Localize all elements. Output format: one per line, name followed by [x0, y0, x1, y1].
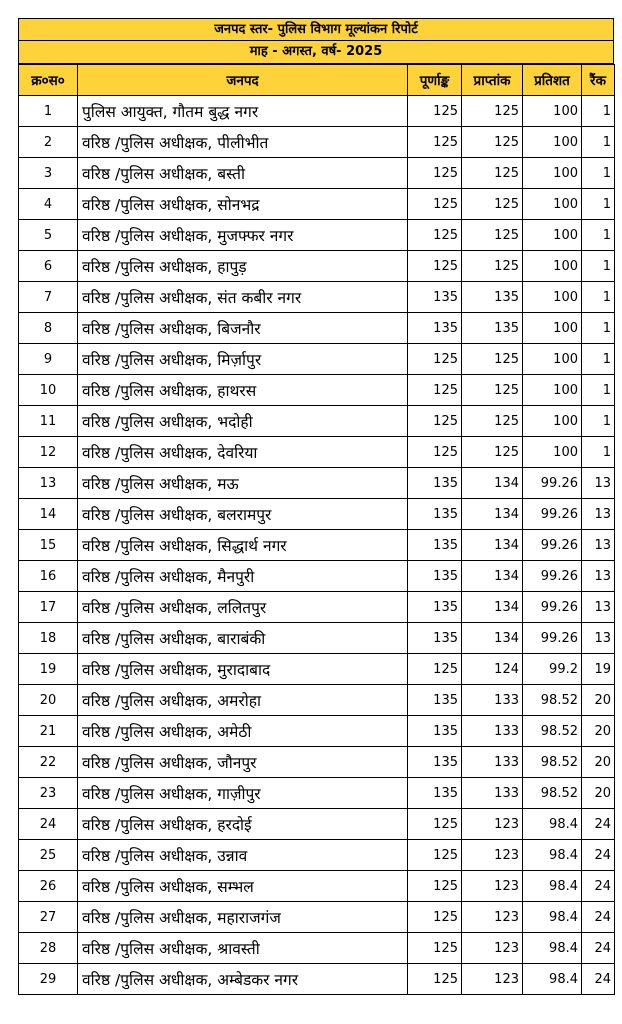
cell-max-marks: 135 [408, 468, 462, 499]
cell-percentage: 98.52 [523, 747, 582, 778]
cell-max-marks: 135 [408, 685, 462, 716]
cell-serial: 19 [19, 654, 78, 685]
cell-rank: 1 [582, 127, 615, 158]
cell-rank: 1 [582, 158, 615, 189]
cell-max-marks: 125 [408, 809, 462, 840]
cell-max-marks: 135 [408, 313, 462, 344]
cell-percentage: 99.26 [523, 499, 582, 530]
cell-max-marks: 125 [408, 158, 462, 189]
cell-rank: 1 [582, 375, 615, 406]
table-row [19, 685, 615, 716]
cell-rank: 19 [582, 654, 615, 685]
table-row [19, 437, 615, 468]
table-row [19, 840, 615, 871]
cell-rank: 13 [582, 499, 615, 530]
cell-rank: 20 [582, 778, 615, 809]
table-row [19, 220, 615, 251]
cell-district: वरिष्ठ /पुलिस अधीक्षक, अमरोहा [78, 685, 408, 716]
cell-rank: 13 [582, 592, 615, 623]
cell-district: वरिष्ठ /पुलिस अधीक्षक, अमेठी [78, 716, 408, 747]
cell-obtained-marks: 124 [462, 654, 523, 685]
cell-district: वरिष्ठ /पुलिस अधीक्षक, सोनभद्र [78, 189, 408, 220]
cell-percentage: 100 [523, 375, 582, 406]
cell-percentage: 100 [523, 282, 582, 313]
cell-obtained-marks: 134 [462, 499, 523, 530]
cell-district: वरिष्ठ /पुलिस अधीक्षक, देवरिया [78, 437, 408, 468]
cell-max-marks: 125 [408, 437, 462, 468]
table-row [19, 158, 615, 189]
cell-percentage: 98.4 [523, 871, 582, 902]
cell-district: वरिष्ठ /पुलिस अधीक्षक, ललितपुर [78, 592, 408, 623]
cell-district: वरिष्ठ /पुलिस अधीक्षक, गाज़ीपुर [78, 778, 408, 809]
cell-percentage: 98.4 [523, 964, 582, 995]
cell-district: वरिष्ठ /पुलिस अधीक्षक, भदोही [78, 406, 408, 437]
report-subtitle: माह - अगस्त, वर्ष- 2025 [18, 41, 614, 64]
cell-max-marks: 135 [408, 716, 462, 747]
cell-obtained-marks: 134 [462, 623, 523, 654]
cell-obtained-marks: 135 [462, 282, 523, 313]
cell-percentage: 100 [523, 158, 582, 189]
cell-max-marks: 125 [408, 375, 462, 406]
cell-serial: 9 [19, 344, 78, 375]
cell-district: वरिष्ठ /पुलिस अधीक्षक, बिजनौर [78, 313, 408, 344]
table-row [19, 406, 615, 437]
cell-rank: 13 [582, 623, 615, 654]
cell-serial: 8 [19, 313, 78, 344]
table-row [19, 964, 615, 995]
cell-rank: 24 [582, 840, 615, 871]
cell-serial: 17 [19, 592, 78, 623]
table-row [19, 561, 615, 592]
table-row [19, 468, 615, 499]
cell-rank: 1 [582, 282, 615, 313]
cell-obtained-marks: 133 [462, 778, 523, 809]
report-title: जनपद स्तर- पुलिस विभाग मूल्यांकन रिपोर्ट [18, 18, 614, 41]
cell-percentage: 100 [523, 344, 582, 375]
cell-district: पुलिस आयुक्त, गौतम बुद्ध नगर [78, 96, 408, 127]
cell-district: वरिष्ठ /पुलिस अधीक्षक, उन्नाव [78, 840, 408, 871]
cell-serial: 24 [19, 809, 78, 840]
cell-district: वरिष्ठ /पुलिस अधीक्षक, संत कबीर नगर [78, 282, 408, 313]
cell-percentage: 98.4 [523, 809, 582, 840]
cell-obtained-marks: 125 [462, 96, 523, 127]
cell-percentage: 100 [523, 127, 582, 158]
header-row [19, 65, 615, 96]
table-row [19, 127, 615, 158]
cell-rank: 20 [582, 747, 615, 778]
cell-serial: 28 [19, 933, 78, 964]
cell-district: वरिष्ठ /पुलिस अधीक्षक, श्रावस्ती [78, 933, 408, 964]
cell-percentage: 99.26 [523, 592, 582, 623]
cell-max-marks: 125 [408, 127, 462, 158]
table-row [19, 282, 615, 313]
cell-serial: 20 [19, 685, 78, 716]
cell-obtained-marks: 125 [462, 437, 523, 468]
cell-percentage: 99.26 [523, 530, 582, 561]
cell-rank: 1 [582, 189, 615, 220]
cell-percentage: 99.2 [523, 654, 582, 685]
cell-district: वरिष्ठ /पुलिस अधीक्षक, महाराजगंज [78, 902, 408, 933]
cell-max-marks: 125 [408, 96, 462, 127]
table-row [19, 778, 615, 809]
cell-max-marks: 125 [408, 406, 462, 437]
cell-rank: 1 [582, 220, 615, 251]
cell-rank: 13 [582, 530, 615, 561]
cell-percentage: 100 [523, 251, 582, 282]
cell-serial: 25 [19, 840, 78, 871]
cell-obtained-marks: 133 [462, 685, 523, 716]
cell-obtained-marks: 125 [462, 406, 523, 437]
cell-rank: 24 [582, 871, 615, 902]
column-header-percentage: प्रतिशत [523, 65, 582, 96]
cell-serial: 6 [19, 251, 78, 282]
cell-serial: 21 [19, 716, 78, 747]
cell-district: वरिष्ठ /पुलिस अधीक्षक, सम्भल [78, 871, 408, 902]
cell-percentage: 98.4 [523, 840, 582, 871]
cell-district: वरिष्ठ /पुलिस अधीक्षक, मऊ [78, 468, 408, 499]
cell-obtained-marks: 123 [462, 840, 523, 871]
cell-serial: 7 [19, 282, 78, 313]
cell-max-marks: 135 [408, 499, 462, 530]
cell-obtained-marks: 125 [462, 375, 523, 406]
cell-serial: 13 [19, 468, 78, 499]
cell-serial: 23 [19, 778, 78, 809]
cell-rank: 20 [582, 685, 615, 716]
table-row [19, 623, 615, 654]
cell-district: वरिष्ठ /पुलिस अधीक्षक, मुजफ्फर नगर [78, 220, 408, 251]
cell-rank: 13 [582, 561, 615, 592]
cell-obtained-marks: 123 [462, 809, 523, 840]
cell-serial: 26 [19, 871, 78, 902]
cell-district: वरिष्ठ /पुलिस अधीक्षक, बाराबंकी [78, 623, 408, 654]
table-row [19, 747, 615, 778]
cell-percentage: 100 [523, 437, 582, 468]
cell-percentage: 100 [523, 220, 582, 251]
cell-obtained-marks: 125 [462, 344, 523, 375]
cell-district: वरिष्ठ /पुलिस अधीक्षक, पीलीभीत [78, 127, 408, 158]
cell-percentage: 99.26 [523, 623, 582, 654]
cell-percentage: 100 [523, 189, 582, 220]
table-row [19, 344, 615, 375]
cell-serial: 16 [19, 561, 78, 592]
cell-max-marks: 135 [408, 747, 462, 778]
table-row [19, 375, 615, 406]
cell-serial: 3 [19, 158, 78, 189]
cell-district: वरिष्ठ /पुलिस अधीक्षक, मैनपुरी [78, 561, 408, 592]
cell-max-marks: 125 [408, 840, 462, 871]
cell-serial: 10 [19, 375, 78, 406]
table-row [19, 313, 615, 344]
cell-rank: 24 [582, 902, 615, 933]
table-row [19, 251, 615, 282]
cell-rank: 13 [582, 468, 615, 499]
report-sheet [18, 18, 614, 995]
cell-obtained-marks: 134 [462, 530, 523, 561]
cell-obtained-marks: 123 [462, 871, 523, 902]
column-header-max-marks: पूर्णाङ्क [408, 65, 462, 96]
cell-district: वरिष्ठ /पुलिस अधीक्षक, सिद्धार्थ नगर [78, 530, 408, 561]
cell-serial: 27 [19, 902, 78, 933]
cell-obtained-marks: 125 [462, 158, 523, 189]
column-header-serial: क्र०स० [19, 65, 78, 96]
cell-max-marks: 135 [408, 778, 462, 809]
cell-percentage: 98.52 [523, 716, 582, 747]
cell-percentage: 99.26 [523, 561, 582, 592]
table-row [19, 530, 615, 561]
cell-serial: 11 [19, 406, 78, 437]
cell-serial: 1 [19, 96, 78, 127]
table-row [19, 654, 615, 685]
cell-rank: 1 [582, 313, 615, 344]
cell-max-marks: 125 [408, 933, 462, 964]
cell-serial: 15 [19, 530, 78, 561]
cell-rank: 1 [582, 251, 615, 282]
cell-rank: 1 [582, 406, 615, 437]
cell-rank: 24 [582, 964, 615, 995]
cell-max-marks: 125 [408, 654, 462, 685]
cell-percentage: 98.4 [523, 933, 582, 964]
cell-max-marks: 135 [408, 623, 462, 654]
cell-obtained-marks: 134 [462, 592, 523, 623]
table-row [19, 902, 615, 933]
cell-serial: 2 [19, 127, 78, 158]
cell-district: वरिष्ठ /पुलिस अधीक्षक, हरदोई [78, 809, 408, 840]
cell-percentage: 99.26 [523, 468, 582, 499]
table-row [19, 189, 615, 220]
cell-max-marks: 125 [408, 902, 462, 933]
cell-serial: 18 [19, 623, 78, 654]
cell-max-marks: 125 [408, 964, 462, 995]
cell-obtained-marks: 123 [462, 964, 523, 995]
cell-district: वरिष्ठ /पुलिस अधीक्षक, हापुड़ [78, 251, 408, 282]
table-row [19, 809, 615, 840]
cell-district: वरिष्ठ /पुलिस अधीक्षक, अम्बेडकर नगर [78, 964, 408, 995]
cell-max-marks: 135 [408, 282, 462, 313]
cell-serial: 22 [19, 747, 78, 778]
cell-percentage: 98.52 [523, 685, 582, 716]
cell-obtained-marks: 135 [462, 313, 523, 344]
cell-obtained-marks: 125 [462, 220, 523, 251]
cell-max-marks: 125 [408, 189, 462, 220]
cell-district: वरिष्ठ /पुलिस अधीक्षक, हाथरस [78, 375, 408, 406]
cell-rank: 24 [582, 933, 615, 964]
table-row [19, 716, 615, 747]
cell-obtained-marks: 134 [462, 468, 523, 499]
table-row [19, 592, 615, 623]
cell-serial: 4 [19, 189, 78, 220]
table-row [19, 96, 615, 127]
cell-max-marks: 125 [408, 871, 462, 902]
cell-percentage: 98.4 [523, 902, 582, 933]
table-row [19, 933, 615, 964]
cell-rank: 1 [582, 437, 615, 468]
table-row [19, 871, 615, 902]
table-row [19, 499, 615, 530]
cell-district: वरिष्ठ /पुलिस अधीक्षक, बलरामपुर [78, 499, 408, 530]
cell-percentage: 100 [523, 406, 582, 437]
cell-obtained-marks: 134 [462, 561, 523, 592]
cell-percentage: 100 [523, 313, 582, 344]
cell-serial: 14 [19, 499, 78, 530]
cell-obtained-marks: 133 [462, 716, 523, 747]
cell-serial: 12 [19, 437, 78, 468]
cell-district: वरिष्ठ /पुलिस अधीक्षक, बस्ती [78, 158, 408, 189]
cell-max-marks: 135 [408, 592, 462, 623]
cell-rank: 1 [582, 96, 615, 127]
cell-obtained-marks: 125 [462, 189, 523, 220]
cell-rank: 20 [582, 716, 615, 747]
ranking-table [18, 64, 615, 995]
cell-max-marks: 135 [408, 561, 462, 592]
cell-obtained-marks: 125 [462, 251, 523, 282]
cell-max-marks: 125 [408, 220, 462, 251]
cell-obtained-marks: 133 [462, 747, 523, 778]
column-header-district: जनपद [78, 65, 408, 96]
cell-max-marks: 125 [408, 251, 462, 282]
cell-rank: 1 [582, 344, 615, 375]
cell-max-marks: 125 [408, 344, 462, 375]
cell-district: वरिष्ठ /पुलिस अधीक्षक, जौनपुर [78, 747, 408, 778]
cell-rank: 24 [582, 809, 615, 840]
cell-serial: 29 [19, 964, 78, 995]
cell-district: वरिष्ठ /पुलिस अधीक्षक, मिर्ज़ापुर [78, 344, 408, 375]
cell-percentage: 98.52 [523, 778, 582, 809]
cell-max-marks: 135 [408, 530, 462, 561]
cell-serial: 5 [19, 220, 78, 251]
cell-obtained-marks: 123 [462, 933, 523, 964]
cell-obtained-marks: 123 [462, 902, 523, 933]
column-header-obtained-marks: प्राप्तांक [462, 65, 523, 96]
column-header-rank: रैंक [582, 65, 615, 96]
cell-district: वरिष्ठ /पुलिस अधीक्षक, मुरादाबाद [78, 654, 408, 685]
cell-obtained-marks: 125 [462, 127, 523, 158]
cell-percentage: 100 [523, 96, 582, 127]
